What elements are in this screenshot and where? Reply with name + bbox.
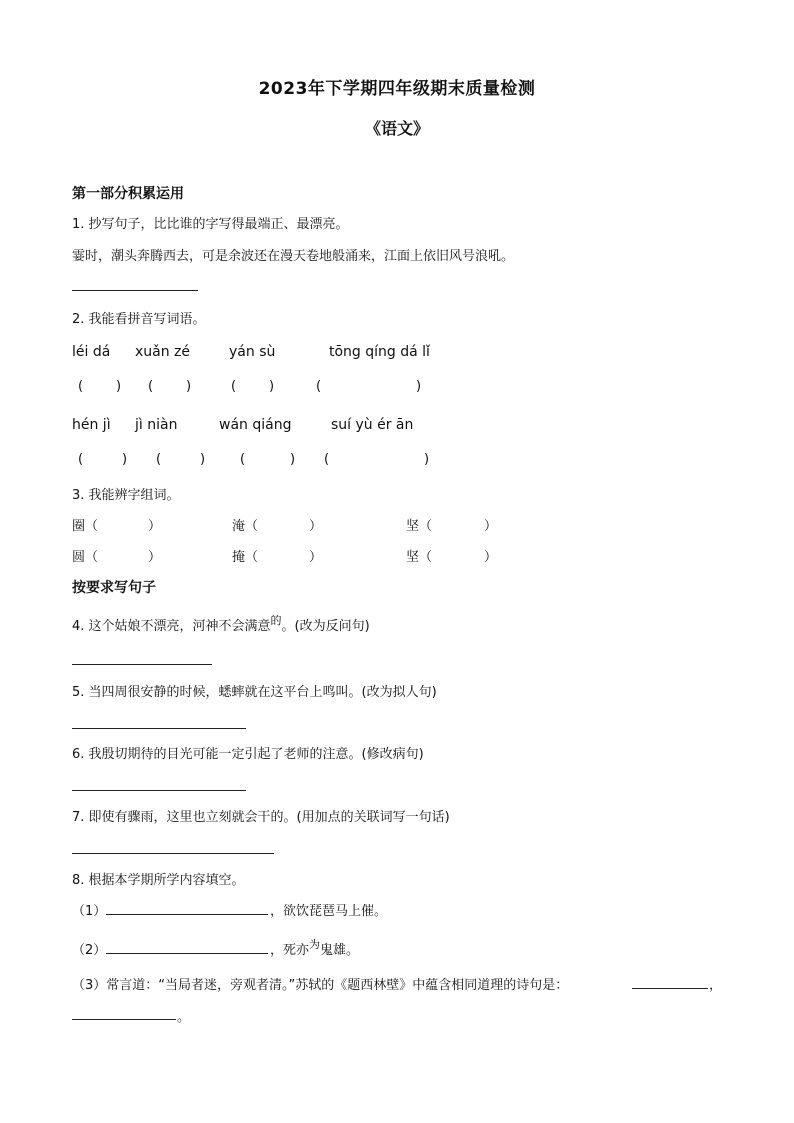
char-item-close: ） (484, 519, 498, 534)
char-item: 坚（ (406, 519, 433, 534)
question-5-prompt: 5. 当四周很安静的时候，蟋蟀就在这平台上鸣叫。(改为拟人句) (72, 685, 437, 700)
answer-line-q7[interactable] (72, 853, 274, 854)
char-item-close: ） (484, 550, 498, 565)
answer-paren-open: ( (78, 379, 84, 394)
question-4-instruction: 。(改为反问句) (281, 619, 370, 634)
page-subtitle: 《语文》 (364, 119, 429, 138)
answer-paren-close: ) (290, 452, 296, 467)
char-item-close: ） (148, 519, 162, 534)
q8-item-2-text: ，死亦 (270, 943, 310, 958)
answer-paren-open: ( (148, 379, 154, 394)
q8-item-3-text: （3）常言道：“当局者迷，旁观者清。”苏轼的《题西林壁》中蕴含相同道理的诗句是： (72, 978, 569, 993)
dot-mark-char: 的 (270, 614, 282, 627)
q8-item-2-label: （2） (72, 943, 107, 958)
pinyin-item: tōng qíng dá lǐ (329, 344, 430, 360)
char-item-close: ） (309, 519, 323, 534)
char-item-close: ） (309, 550, 323, 565)
answer-paren-close: ) (416, 379, 422, 394)
dot-mark-char: 为 (309, 938, 321, 951)
answer-line-q5[interactable] (72, 728, 246, 729)
char-item: 坚（ (406, 550, 433, 565)
pinyin-item: léi dá (72, 344, 111, 360)
answer-paren-open: ( (240, 452, 246, 467)
char-item: 淹（ (232, 519, 259, 534)
page-title: 2023年下学期四年级期末质量检测 (258, 79, 536, 99)
pinyin-item: suí yù ér ān (331, 417, 414, 433)
answer-paren-close: ) (269, 379, 275, 394)
answer-paren-close: ) (424, 452, 430, 467)
question-3-prompt: 3. 我能辨字组词。 (72, 488, 180, 503)
answer-paren-open: ( (324, 452, 330, 467)
q8-item-3-end: 。 (177, 1010, 191, 1025)
char-item-close: ） (148, 550, 162, 565)
question-8-prompt: 8. 根据本学期所学内容填空。 (72, 873, 245, 888)
answer-paren-close: ) (186, 379, 192, 394)
q8-item-2-tail (270, 939, 359, 958)
answer-line-q6[interactable] (72, 790, 246, 791)
char-item: 掩（ (232, 550, 259, 565)
q8-item-1-tail: ，欲饮琵琶马上催。 (270, 904, 388, 919)
question-1-prompt: 1. 抄写句子，比比谁的字写得最端正、最漂亮。 (72, 217, 349, 232)
answer-line-q4[interactable] (72, 664, 212, 665)
q8-item-1-label: （1） (72, 904, 107, 919)
question-2-prompt: 2. 我能看拼音写词语。 (72, 312, 206, 327)
section-heading-accumulation: 第一部分积累运用 (72, 186, 184, 202)
pinyin-item: jì niàn (135, 417, 178, 433)
pinyin-item: xuǎn zé (135, 344, 191, 360)
answer-paren-open: ( (78, 452, 84, 467)
answer-paren-open: ( (316, 379, 322, 394)
pinyin-item: wán qiáng (219, 417, 292, 433)
question-4-prompt (72, 615, 370, 634)
answer-line-q8-3a[interactable] (632, 988, 708, 989)
q8-item-3-comma: ， (709, 978, 723, 993)
answer-line-q1[interactable] (72, 290, 198, 291)
char-item: 圆（ (72, 550, 99, 565)
question-4-text: 4. 这个姑娘不漂亮，河神不会满意 (72, 619, 271, 634)
question-7-prompt: 7. 即使有骤雨，这里也立刻就会干的。(用加点的关联词写一句话) (72, 810, 450, 825)
pinyin-item: hén jì (72, 417, 111, 433)
section-heading-sentences: 按要求写句子 (72, 580, 156, 596)
answer-paren-open: ( (231, 379, 237, 394)
q8-item-2-end: 鬼雄。 (320, 943, 360, 958)
answer-paren-open: ( (156, 452, 162, 467)
answer-paren-close: ) (116, 379, 122, 394)
answer-paren-close: ) (122, 452, 128, 467)
answer-line-q8-3b[interactable] (72, 1019, 176, 1020)
answer-paren-close: ) (200, 452, 206, 467)
answer-line-q8-2[interactable] (106, 953, 268, 954)
question-1-sentence: 霎时，潮头奔腾西去，可是余波还在漫天卷地般涌来，江面上依旧风号浪吼。 (72, 249, 515, 264)
char-item: 圈（ (72, 519, 99, 534)
question-6-prompt: 6. 我殷切期待的目光可能一定引起了老师的注意。(修改病句) (72, 747, 424, 762)
pinyin-item: yán sù (229, 344, 276, 360)
answer-line-q8-1[interactable] (106, 914, 268, 915)
